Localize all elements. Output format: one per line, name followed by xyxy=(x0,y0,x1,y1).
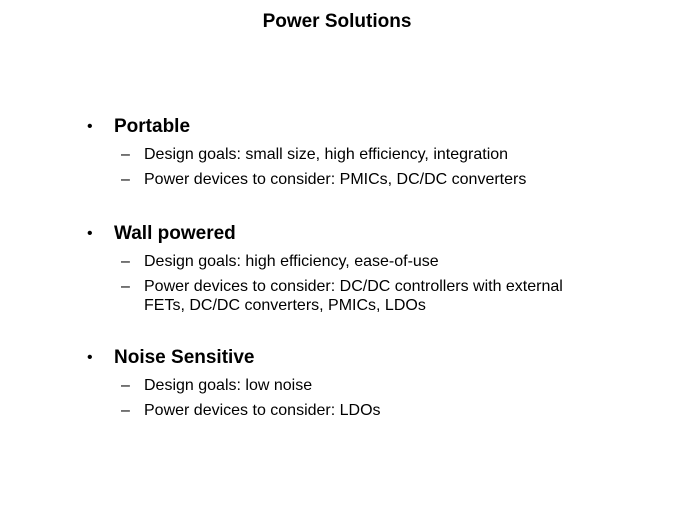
list-item xyxy=(0,277,674,315)
dash-icon: – xyxy=(121,171,130,188)
bullet-icon: • xyxy=(87,118,93,135)
section-wall-powered xyxy=(0,221,674,315)
list-item-text: Design goals: low noise xyxy=(144,377,313,394)
dash-icon: – xyxy=(121,253,130,270)
section-heading: Noise Sensitive xyxy=(114,347,255,368)
section-noise-sensitive xyxy=(0,345,674,420)
dash-icon: – xyxy=(121,402,130,419)
list-item xyxy=(0,401,674,420)
section-portable xyxy=(0,114,674,189)
dash-icon: – xyxy=(121,146,130,163)
dash-icon: – xyxy=(121,377,130,394)
list-item-text: Design goals: high efficiency, ease-of-use xyxy=(144,253,439,270)
bullet-icon: • xyxy=(87,349,93,366)
bullet-icon: • xyxy=(87,225,93,242)
section-heading: Portable xyxy=(114,116,191,137)
list-item-text: Power devices to consider: DC/DC controllers with external FETs, DC/DC converters, PMICs, LDOs xyxy=(144,278,563,314)
list-item xyxy=(0,170,674,189)
bullet-row xyxy=(0,114,674,140)
bullet-row xyxy=(0,221,674,247)
list-item-text: Power devices to consider: PMICs, DC/DC converters xyxy=(144,171,527,188)
section-heading: Wall powered xyxy=(114,223,236,244)
bullet-row xyxy=(0,345,674,371)
list-item xyxy=(0,376,674,395)
list-item xyxy=(0,252,674,271)
list-item-text: Power devices to consider: LDOs xyxy=(144,402,381,419)
dash-icon: – xyxy=(121,278,130,295)
list-item xyxy=(0,145,674,164)
slide-title: Power Solutions xyxy=(262,11,412,32)
list-item-text: Design goals: small size, high efficiency, integration xyxy=(144,146,509,163)
